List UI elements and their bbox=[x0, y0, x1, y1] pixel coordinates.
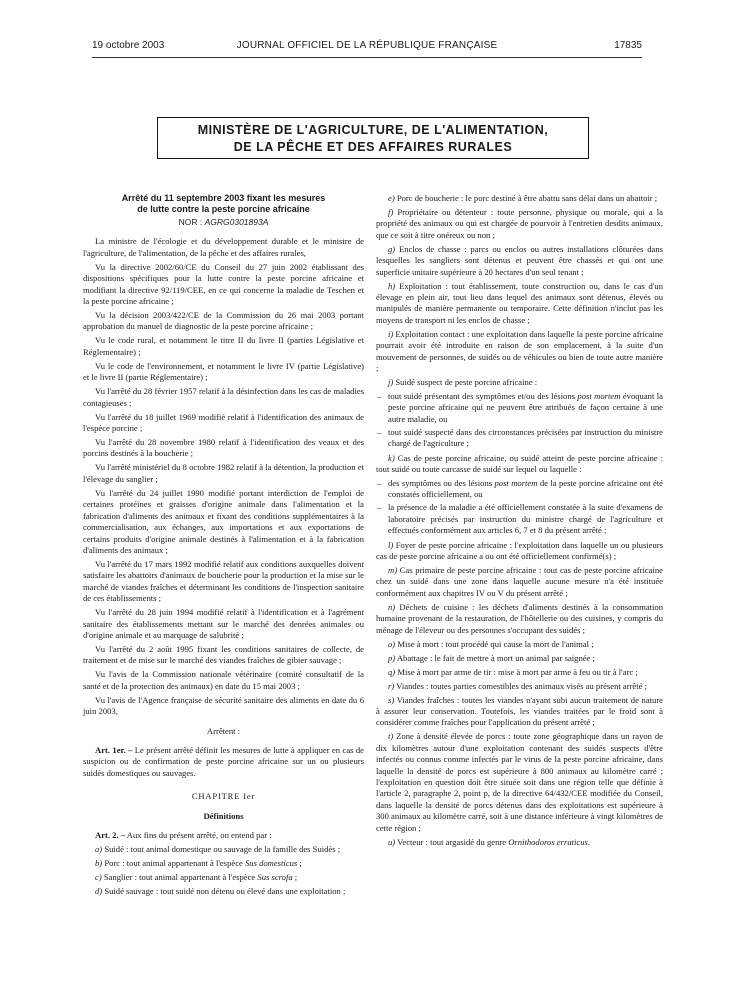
definition-text: Zone à densité élevée de porcs : toute zone géographique dans un rayon de dix kilomètres autour d'une exploitation contenant des suidés suspects d'être infectés ou connus comme infectés par le virus de la peste porcine africaine, dans laquelle la densité de porcs est supérieure à 800 animaux au kilomètre carré ; l'exploitation en question doit être située soit dans une région telle que définie à l'article 2, paragraphe 2, point p, de la directive 64/432/CEE modifiée du Conseil, dans laquelle la densité de porcs détenus dans des exploitations est supérieure à 300 animaux au kilomètre carré, soit à une distance inférieure à vingt kilomètres de cette région ; bbox=[376, 731, 663, 833]
decree-title-line1: Arrêté du 11 septembre 2003 fixant les mesures bbox=[121, 193, 326, 203]
list-item bbox=[376, 391, 663, 425]
definition-end: ; bbox=[297, 858, 302, 868]
page-header bbox=[92, 40, 642, 54]
definition-end: ; bbox=[292, 872, 298, 882]
definition-text: Porc de boucherie : le porc destiné à être abattu sans délai dans un abattoir ; bbox=[394, 193, 658, 203]
nor-label: NOR : bbox=[178, 217, 205, 227]
definition-end: . bbox=[587, 836, 591, 847]
definition-g bbox=[376, 244, 663, 278]
article-2 bbox=[83, 830, 364, 841]
definition-text: Suidé suspect de peste porcine africaine : bbox=[393, 377, 538, 388]
definition-r bbox=[376, 681, 663, 692]
journal-title: JOURNAL OFFICIEL DE LA RÉPUBLIQUE FRANÇAISE bbox=[236, 40, 498, 51]
definition-text: Enclos de chasse : parcs ou enclos ou autres installations clôturées dans lesquelles les sangliers sont détenus et peuvent être chassés et qui ont une superficie unitaire supérieure à 20 hectares d'un seul tenant ; bbox=[376, 243, 663, 277]
definition-text: Exploitation contact : une exploitation dans laquelle la peste porcine africaine pourrait avoir été introduite en raison de son emplacement, à la suite d'un mouvement de personnes, de suidés ou de véhicules ou bien de toute autre manière ; bbox=[376, 328, 663, 374]
definition-letter: o) bbox=[388, 638, 396, 649]
decree-title-line2: de lutte contre la peste porcine africaine bbox=[137, 203, 310, 214]
definition-q bbox=[376, 667, 663, 678]
item-text: des symptômes ou des lésions bbox=[388, 478, 495, 488]
definition-text: Cas primaire de peste porcine africaine : tout cas de peste porcine africaine chez un suidé dans une zone dans laquelle aucune mesure n'a été instituée conformément aux chapitres IV ou V du présent arrêté ; bbox=[376, 564, 663, 598]
article-1 bbox=[83, 745, 364, 779]
definition-letter: e) bbox=[388, 193, 395, 203]
species-name: Ornithodoros erraticus bbox=[508, 836, 588, 847]
chapter-heading: CHAPITRE Ier bbox=[191, 791, 256, 802]
definition-u bbox=[376, 837, 663, 848]
definition-text: Vecteur : tout argasidé du genre bbox=[395, 836, 509, 847]
visa-paragraph: Vu l'avis de la Commission nationale vétérinaire (comité consultatif de la santé et de la protection des animaux) en date du 15 mai 2003 ; bbox=[83, 669, 364, 691]
definition-letter: l) bbox=[388, 539, 394, 550]
definition-letter: b) bbox=[95, 858, 103, 868]
visa-paragraph: Vu l'arrêté du 18 juillet 1969 modifié relatif à l'identification des animaux de l'espèce porcine ; bbox=[83, 411, 364, 434]
chapter-title: Définitions bbox=[203, 810, 244, 821]
left-column bbox=[83, 193, 364, 900]
visa-paragraph: Vu la directive 2002/60/CE du Conseil du 27 juin 2002 établissant des dispositions spécifiques pour la lutte contre la peste porcine africaine et modifiant la directive 92/119/CEE, en ce qui concerne la maladie de Teschen et la peste porcine africaine ; bbox=[83, 261, 364, 307]
definition-text: Cas de peste porcine africaine, ou suidé atteint de peste porcine africaine : tout suidé ou toute carcasse de suidé sur lequel ou laquelle : bbox=[376, 452, 663, 474]
ministry-line2: DE LA PÊCHE ET DES AFFAIRES RURALES bbox=[233, 140, 513, 154]
ministry-box bbox=[157, 117, 589, 159]
visa-paragraph: Vu la décision 2003/422/CE de la Commission du 26 mai 2003 portant approbation du manuel de diagnostic de la peste porcine africaine ; bbox=[83, 310, 364, 332]
definition-letter: g) bbox=[388, 243, 396, 254]
list-item bbox=[376, 478, 663, 501]
definition-text: Sanglier : tout animal appartenant à l'espèce bbox=[101, 872, 258, 882]
definition-letter: u) bbox=[388, 836, 396, 847]
header-rule bbox=[92, 57, 642, 58]
definition-letter: a) bbox=[95, 844, 103, 854]
page-number: 17835 bbox=[614, 40, 642, 51]
definition-a bbox=[83, 844, 364, 855]
definition-d bbox=[83, 886, 364, 897]
definition-t bbox=[376, 731, 663, 834]
visa-paragraph: Vu l'arrêté du 28 novembre 1980 relatif à l'identification des veaux et des porcins destinés à la boucherie ; bbox=[83, 437, 364, 459]
item-italic: post mortem bbox=[494, 478, 538, 488]
definition-letter: q) bbox=[388, 666, 396, 677]
definition-text: Viandes fraîches : toutes les viandes n'ayant subi aucun traitement de nature à assurer leur conservation. Toutefois, les viandes traitées par le froid sont à considérer comme fraîches pour l'application du présent arrêté ; bbox=[376, 694, 663, 728]
suspect-criteria-list bbox=[376, 391, 663, 450]
definition-letter: j) bbox=[388, 377, 394, 388]
item-text: tout suidé présentant des symptômes et/ou des lésions bbox=[388, 391, 578, 402]
definition-k bbox=[376, 453, 663, 476]
definition-p bbox=[376, 653, 663, 664]
item-text: la présence de la maladie a été officiellement constatée à la suite d'examens de laboratoire précisés par instruction du ministre chargé de l'agriculture et effectués conformément aux articles 6, 7 et 8 du présent arrêté ; bbox=[388, 502, 663, 536]
header-date: 19 octobre 2003 bbox=[92, 40, 165, 51]
definition-c bbox=[83, 872, 364, 883]
definition-text: Propriétaire ou détenteur : toute personne, physique ou morale, qui a la propriété des animaux ou qui est chargée de pourvoir à l'entretien desdits animaux, que ce soit à titre onéreux ou non ; bbox=[376, 207, 663, 240]
definition-letter: d) bbox=[95, 886, 103, 896]
definition-i bbox=[376, 329, 663, 375]
definition-s bbox=[376, 695, 663, 729]
visa-paragraph: Vu le code rural, et notamment le titre II du livre II (parties Législative et Réglementaire) ; bbox=[83, 335, 364, 357]
visa-paragraph: Vu l'arrêté du 17 mars 1992 modifié relatif aux conditions auxquelles doivent satisfaire les abattoirs d'animaux de boucherie pour la production et la mise sur le marché de viandes fraîches et déterminant les conditions de l'inspection sanitaire de ces établissements ; bbox=[83, 558, 364, 604]
ministry-line1: MINISTÈRE DE L'AGRICULTURE, DE L'ALIMENTATION, bbox=[197, 123, 549, 137]
definition-l bbox=[376, 540, 663, 563]
nor-reference bbox=[83, 217, 364, 228]
definition-text: Mise à mort par arme de tir : mise à mort par arme à feu ou tir à l'arc ; bbox=[395, 666, 638, 677]
item-italic: post mortem bbox=[577, 391, 621, 402]
definition-e bbox=[376, 193, 663, 204]
definition-letter: s) bbox=[388, 694, 395, 705]
visa-paragraph: Vu l'arrêté ministériel du 8 octobre 1982 relatif à la détention, la production et l'élevage du sanglier ; bbox=[83, 462, 364, 484]
species-name: Sus domesticus bbox=[244, 858, 298, 868]
definition-letter: i) bbox=[388, 328, 394, 339]
definition-text: Foyer de peste porcine africaine : l'exploitation dans laquelle un ou plusieurs cas de peste porcine africaine a ou ont été officiellement confirmé(s) ; bbox=[376, 539, 663, 561]
list-item bbox=[376, 427, 663, 450]
item-text-end: évoquant la peste porcine africaine qui ne peuvent être attribués de façon certaine à une autre maladie, ou bbox=[388, 391, 663, 424]
item-text: tout suidé suspecté dans des circonstances précisées par instruction du ministre chargé de l'agriculture ; bbox=[388, 426, 663, 449]
definition-text: Viandes : toutes parties comestibles des animaux visés au présent arrêté ; bbox=[394, 680, 647, 691]
definition-letter: c) bbox=[95, 872, 102, 882]
list-item bbox=[376, 502, 663, 536]
definition-text: Déchets de cuisine : les déchets d'aliments destinés à la consommation humaine provenant de la restauration, de l'hôtellerie ou des cuisines, y compris du ménage de l'éleveur ou des personnes s'occupant des suidés ; bbox=[376, 601, 663, 635]
article-2-text: Aux fins du présent arrêté, on entend par : bbox=[125, 830, 272, 840]
definition-letter: k) bbox=[388, 452, 395, 463]
definition-n bbox=[376, 602, 663, 636]
visa-paragraph: Vu le code de l'environnement, et notamment le livre IV (partie Législative) et le livre II (partie Réglementaire) ; bbox=[83, 360, 364, 383]
visa-paragraph: Vu l'arrêté du 28 juin 1994 modifié relatif à l'identification et à l'agrément sanitaire des établissements mettant sur le marché des denrées animales ou d'origine animale et au marquage de salubrité ; bbox=[83, 607, 364, 640]
definition-text: Abattage : le fait de mettre à mort un animal par saignée ; bbox=[395, 652, 595, 663]
visa-paragraph: Vu l'arrêté du 24 juillet 1990 modifié portant interdiction de l'emploi de certaines protéines et graisses d'origine animale dans l'alimentation et la fabrication d'aliments des animaux et fixant des conditions supplémentaires à la commercialisation, aux échanges, aux importations et aux exportations de certains produits d'origine animale destinés à l'alimentation et à la fabrication d'aliments des animaux ; bbox=[83, 487, 364, 555]
definition-m bbox=[376, 565, 663, 599]
article-2-label: Art. 2. – bbox=[95, 830, 126, 840]
arretent-heading: Arrêtent : bbox=[206, 725, 241, 736]
definition-letter: f) bbox=[388, 207, 394, 217]
decree-title bbox=[89, 193, 358, 214]
visa-paragraph: Vu l'avis de l'Agence française de sécurité sanitaire des aliments en date du 6 juin 2003, bbox=[83, 694, 364, 717]
species-name: Sus scrofa bbox=[257, 872, 293, 882]
definition-text: Porc : tout animal appartenant à l'espèce bbox=[102, 858, 245, 868]
visa-paragraph: Vu l'arrêté du 2 août 1995 fixant les conditions sanitaires de collecte, de traitement et de mise sur le marché des viandes fraîches de gibier sauvage ; bbox=[83, 643, 364, 666]
right-column bbox=[376, 193, 663, 851]
definition-o bbox=[376, 639, 663, 650]
definition-letter: t) bbox=[388, 731, 394, 742]
case-criteria-list bbox=[376, 478, 663, 537]
nor-code: AGRG0301893A bbox=[204, 217, 269, 227]
article-1-text: Le présent arrêté définit les mesures de lutte à appliquer en cas de suspicion ou de confirmation de peste porcine africaine sur un ou plusieurs suidés domestiques ou sauvages. bbox=[83, 744, 364, 778]
definition-f bbox=[376, 207, 663, 241]
preamble-paragraph: La ministre de l'écologie et du développement durable et le ministre de l'agriculture, de l'alimentation, de la pêche et des affaires rurales, bbox=[83, 236, 364, 258]
item-text-end: de la peste porcine africaine ont été constatés officiellement, ou bbox=[388, 478, 663, 500]
definition-text: Suidé : tout animal domestique ou sauvage de la famille des Suidés ; bbox=[102, 844, 341, 854]
definition-letter: p) bbox=[388, 652, 396, 663]
definition-text: Exploitation : tout établissement, toute construction ou, dans le cas d'un élevage en plein air, tout lieu dans lequel des animaux sont détenus, élevés ou manipulés de manière permanente ou temporaire. Cette définition n'inclut pas les moyens de transport ni les enclos de chasse ; bbox=[376, 280, 663, 325]
definition-letter: h) bbox=[388, 280, 396, 291]
definition-j bbox=[376, 377, 663, 388]
definition-text: Suidé sauvage : tout suidé non détenu ou élevé dans une exploitation ; bbox=[102, 886, 346, 896]
definition-h bbox=[376, 281, 663, 327]
article-1-label: Art. 1er. – bbox=[95, 744, 133, 755]
definition-b bbox=[83, 858, 364, 869]
definition-letter: n) bbox=[388, 601, 396, 612]
definition-text: Mise à mort : tout procédé qui cause la mort de l'animal ; bbox=[395, 638, 594, 649]
visa-paragraph: Vu l'arrêté du 28 février 1957 relatif à la désinfection dans les cas de maladies contagieuses ; bbox=[83, 386, 364, 408]
definition-letter: r) bbox=[388, 680, 395, 691]
definition-letter: m) bbox=[388, 564, 398, 575]
